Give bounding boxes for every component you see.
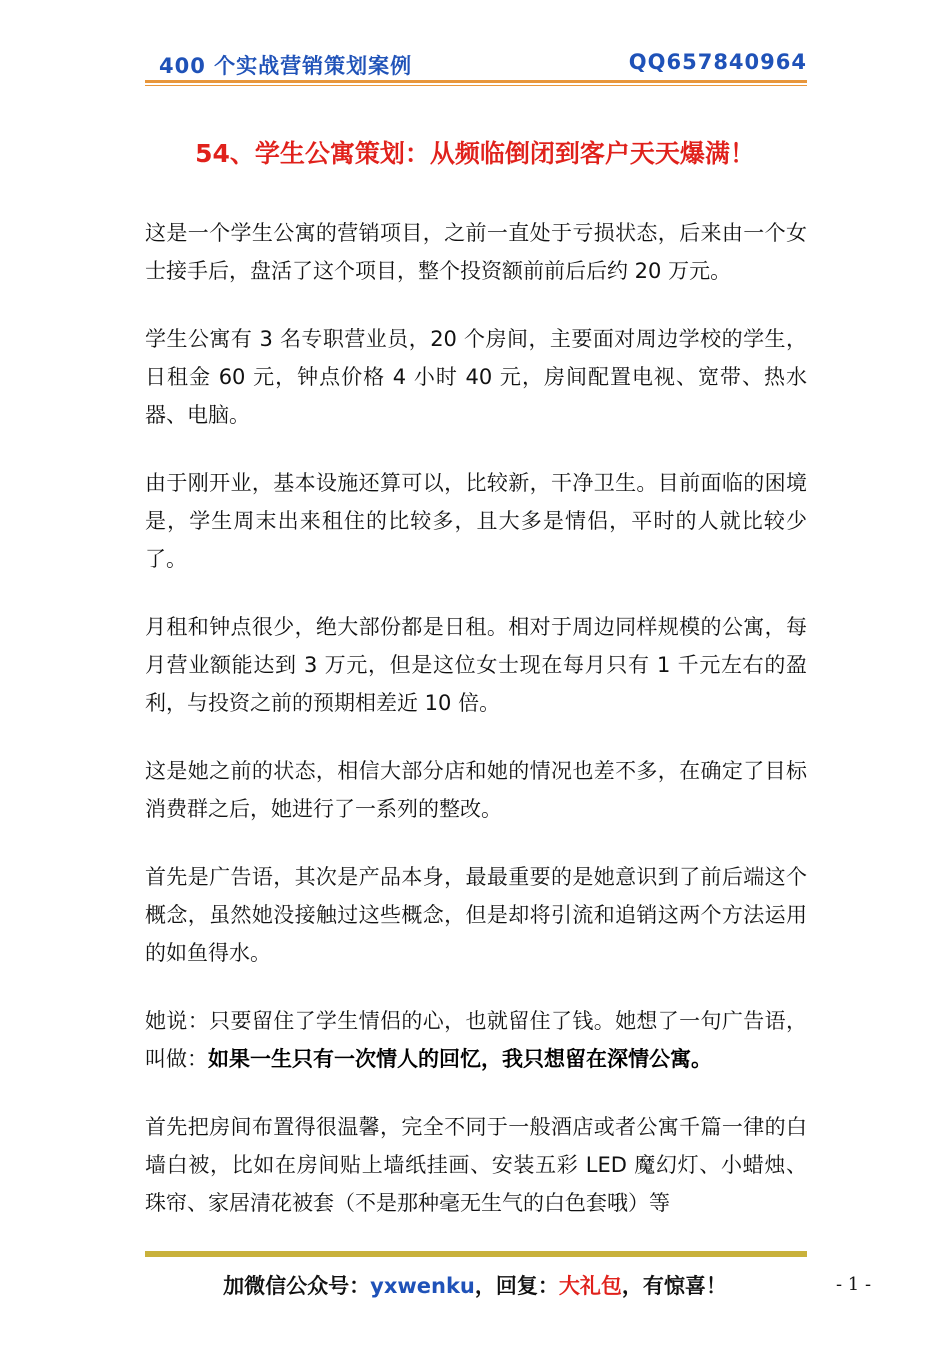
paragraph: 首先把房间布置得很温馨，完全不同于一般酒店或者公寓千篇一律的白墙白被，比如在房间贴上墙纸挂画、安装五彩 LED 魔幻灯、小蜡烛、珠帘、家居清花被套（不是那种毫无生气的白色套哦）等 (145, 1115, 807, 1215)
article-body (145, 214, 807, 1252)
paragraph: 由于刚开业，基本设施还算可以，比较新，干净卫生。目前面临的困境是，学生周末出来租住的比较多，且大多是情侣，平时的人就比较少了。 (145, 471, 807, 571)
footer-promo (0, 1270, 950, 1300)
page-number: - 1 - (836, 1274, 872, 1295)
article-title: 54、学生公寓策划：从频临倒闭到客户天天爆满！ (195, 139, 755, 168)
slogan-bold: 如果一生只有一次情人的回忆，我只想留在深情公寓。 (208, 1047, 712, 1071)
paragraph: 首先是广告语，其次是产品本身，最最重要的是她意识到了前后端这个概念，虽然她没接触过这些概念，但是却将引流和追销这两个方法运用的如鱼得水。 (145, 865, 807, 965)
header-qq-contact: QQ657840964 (628, 50, 807, 74)
header-divider-thin (145, 85, 807, 86)
page-header (145, 50, 807, 84)
paragraph: 这是一个学生公寓的营销项目，之前一直处于亏损状态，后来由一个女士接手后，盘活了这个项目，整个投资额前前后后约 20 万元。 (145, 221, 807, 283)
footer-keyword: 大礼包 (558, 1274, 622, 1298)
paragraph-slogan (145, 1002, 807, 1078)
header-divider (145, 80, 807, 83)
footer-suffix: ，有惊喜！ (621, 1274, 727, 1298)
footer-middle: ，回复： (474, 1274, 559, 1298)
footer-prefix: 加微信公众号： (223, 1274, 371, 1298)
paragraph: 这是她之前的状态，相信大部分店和她的情况也差不多，在确定了目标消费群之后，她进行了一系列的整改。 (145, 759, 807, 821)
paragraph: 月租和钟点很少，绝大部份都是日租。相对于周边同样规模的公寓，每月营业额能达到 3 万元，但是这位女士现在每月只有 1 千元左右的盈利，与投资之前的预期相差近 10 倍。 (145, 615, 807, 715)
footer-account: yxwenku (370, 1274, 475, 1298)
header-series-title: 400 个实战营销策划案例 (159, 54, 413, 78)
paragraph: 学生公寓有 3 名专职营业员，20 个房间，主要面对周边学校的学生，日租金 60 元，钟点价格 4 小时 40 元，房间配置电视、宽带、热水器、电脑。 (145, 327, 807, 427)
slogan-lead: 她说：只要留住了学生情侣的心，也就留住了钱。她想了一句广告语，叫做： (145, 1009, 807, 1071)
footer-divider (145, 1251, 807, 1257)
